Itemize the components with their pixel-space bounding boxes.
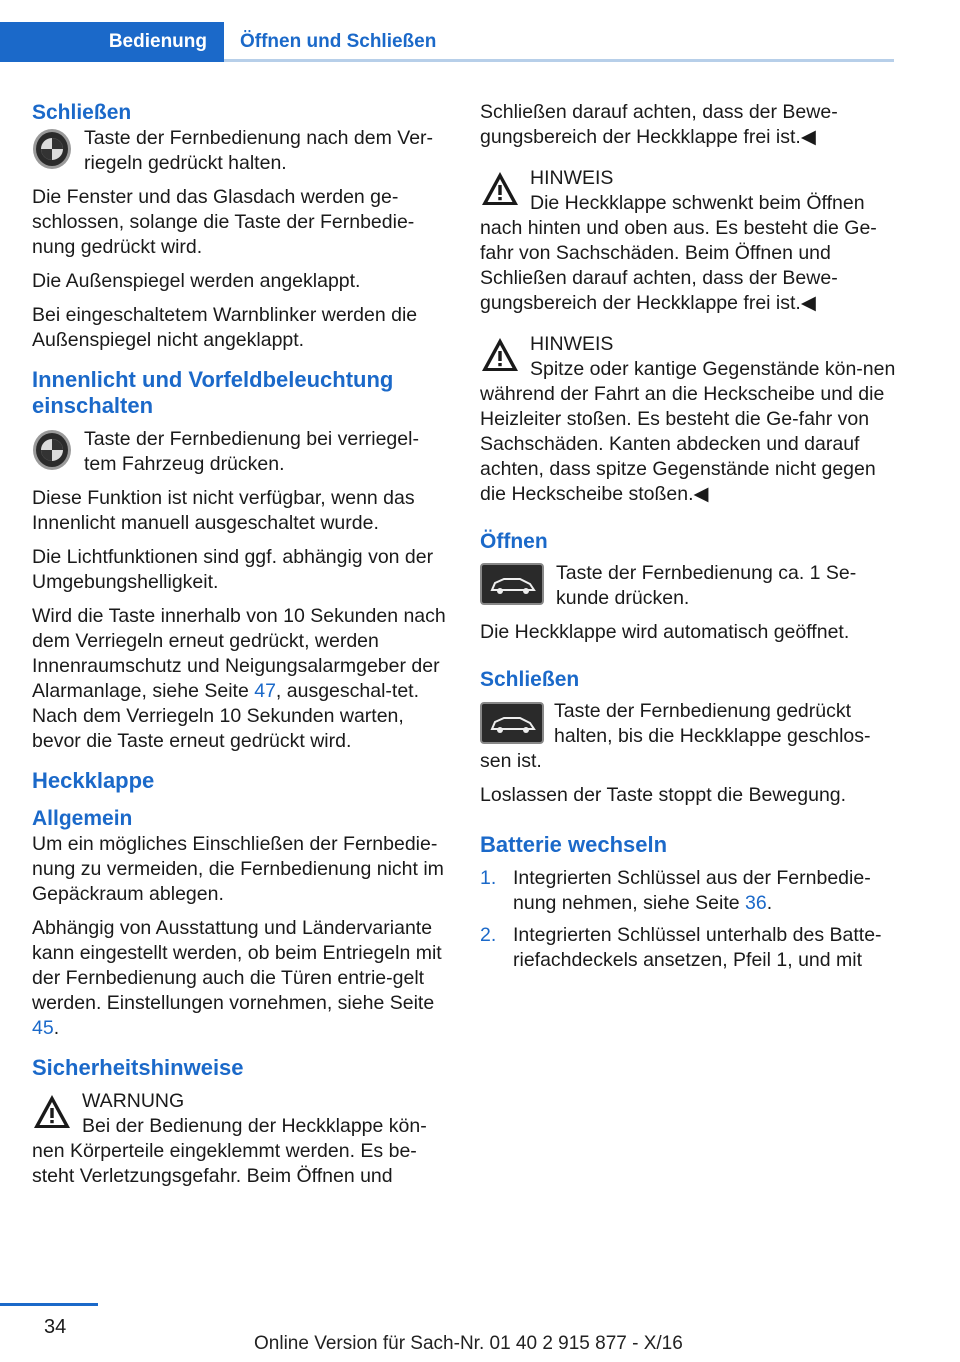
paragraph: Loslassen der Taste stoppt die Bewegung. bbox=[480, 784, 847, 806]
hint-text: Spitze oder kantige Gegenstände kön‐nen während der Fahrt an die Heckscheibe und die Heizleiter stoßen. Es besteht die Ge‐fahr von Sachschäden. Kanten abdecken und darauf achten, dass spitze Gegenstände nicht gegen die Heckscheibe stoßen.◀ bbox=[480, 358, 896, 505]
left-column bbox=[32, 100, 448, 1189]
warning-triangle-icon bbox=[480, 335, 520, 375]
footer-divider bbox=[0, 1303, 98, 1306]
page-number: 34 bbox=[44, 1316, 67, 1338]
key-instruction-lock bbox=[32, 126, 448, 176]
bmw-logo-button-icon bbox=[32, 128, 72, 170]
paragraph: Abhängig von Ausstattung und Ländervariante kann eingestellt werden, ob beim Entriegeln mit der Fernbedienung auch die Türen entrie‐gelt werden. Einstellungen vornehmen, siehe Seite 45. bbox=[32, 917, 442, 1039]
page-header bbox=[0, 22, 894, 62]
page-link-36[interactable]: 36 bbox=[745, 892, 767, 914]
section-tab-bedienung: Bedienung bbox=[0, 22, 224, 62]
warning-text: Bei der Bedienung der Heckklappe kön‐nen Körperteile eingeklemmt werden. Es be‐steht Verletzungsgefahr. Beim Öffnen und bbox=[32, 1115, 427, 1187]
heading-heckklappe: Heckklappe bbox=[32, 768, 155, 793]
heading-sicherheitshinweise: Sicherheitshinweise bbox=[32, 1055, 244, 1080]
header-divider bbox=[224, 59, 894, 62]
paragraph: Diese Funktion ist nicht verfügbar, wenn das Innenlicht manuell ausgeschaltet wurde. bbox=[32, 487, 415, 534]
paragraph: Taste der Fernbedienung gedrückt halten, bis die Heckklappe geschlos‐sen ist. bbox=[480, 700, 871, 772]
heading-oeffnen: Öffnen bbox=[480, 530, 548, 553]
tailgate-instruction-open bbox=[480, 561, 896, 611]
paragraph: Bei eingeschaltetem Warnblinker werden die Außenspiegel nicht angeklappt. bbox=[32, 304, 418, 351]
page-link-47[interactable]: 47 bbox=[254, 680, 276, 702]
hint-block bbox=[480, 332, 896, 507]
paragraph: Taste der Fernbedienung bei verriegel‐tem Fahrzeug drücken. bbox=[84, 428, 419, 475]
step-number: 1. bbox=[480, 867, 497, 889]
heading-batterie-wechseln: Batterie wechseln bbox=[480, 832, 668, 857]
warning-triangle-icon bbox=[32, 1092, 72, 1132]
heading-innenlicht: Innenlicht und Vorfeldbeleuchtung einschalten bbox=[32, 367, 394, 418]
warning-triangle-icon bbox=[480, 169, 520, 209]
paragraph: Wird die Taste innerhalb von 10 Sekunden nach dem Verriegeln erneut gedrückt, werden Innenraumschutz und Neigungsalarmgeber der Alarmanlage, siehe Seite 47, ausgeschal‐tet. Nach dem Verriegeln 10 Sekunden warten, bevor die Taste erneut gedrückt wird. bbox=[32, 605, 446, 752]
paragraph: Die Fenster und das Glasdach werden ge‐schlossen, solange die Taste der Fernbedie‐nung gedrückt wird. bbox=[32, 186, 415, 258]
step-number: 2. bbox=[480, 924, 497, 946]
heading-schliessen: Schließen bbox=[32, 101, 132, 124]
bmw-logo-button-icon bbox=[32, 429, 72, 471]
tailgate-instruction-close bbox=[480, 699, 896, 774]
hint-text: Die Heckklappe schwenkt beim Öffnen nach hinten und oben aus. Es besteht die Ge‐fahr von Sachschäden. Beim Öffnen und Schließen darauf achten, dass der Bewe‐gungsbereich der Heckklappe frei ist.◀ bbox=[480, 192, 877, 314]
paragraph: Die Lichtfunktionen sind ggf. abhängig von der Umgebungshelligkeit. bbox=[32, 546, 434, 593]
right-column bbox=[480, 100, 896, 980]
heading-schliessen-heckklappe: Schließen bbox=[480, 668, 580, 691]
page-link-45[interactable]: 45 bbox=[32, 1017, 54, 1039]
paragraph: Die Heckklappe wird automatisch geöffnet. bbox=[480, 621, 850, 643]
online-version-note: Online Version für Sach-Nr. 01 40 2 915 877 - X/16 bbox=[254, 1333, 683, 1354]
paragraph: Taste der Fernbedienung nach dem Ver‐riegeln gedrückt halten. bbox=[84, 127, 434, 174]
paragraph: Taste der Fernbedienung ca. 1 Se‐kunde drücken. bbox=[556, 562, 857, 609]
tailgate-button-icon bbox=[480, 702, 544, 744]
key-instruction-light bbox=[32, 427, 448, 477]
warning-title: WARNUNG bbox=[82, 1090, 185, 1112]
warning-block bbox=[32, 1089, 448, 1189]
heading-allgemein: Allgemein bbox=[32, 807, 133, 830]
step-text: Integrierten Schlüssel unterhalb des Batte‐riefachdeckels ansetzen, Pfeil 1, und mit bbox=[513, 924, 882, 971]
hint-title: HINWEIS bbox=[530, 167, 614, 189]
tailgate-button-icon bbox=[480, 563, 544, 605]
list-item: 1. Integrierten Schlüssel aus der Fernbedie‐nung nehmen, siehe Seite 36. bbox=[480, 867, 871, 914]
hint-block bbox=[480, 166, 896, 316]
list-item bbox=[480, 923, 896, 973]
paragraph: Um ein mögliches Einschließen der Fernbedie‐nung zu vermeiden, die Fernbedienung nicht im Gepäckraum ablegen. bbox=[32, 833, 444, 905]
chapter-tab-oeffnen-schliessen: Öffnen und Schließen bbox=[240, 31, 437, 52]
hint-title: HINWEIS bbox=[530, 333, 614, 355]
paragraph: Schließen darauf achten, dass der Bewe‐gungsbereich der Heckklappe frei ist.◀ bbox=[480, 101, 838, 148]
paragraph: Die Außenspiegel werden angeklappt. bbox=[32, 270, 361, 292]
steps-list bbox=[480, 866, 896, 973]
